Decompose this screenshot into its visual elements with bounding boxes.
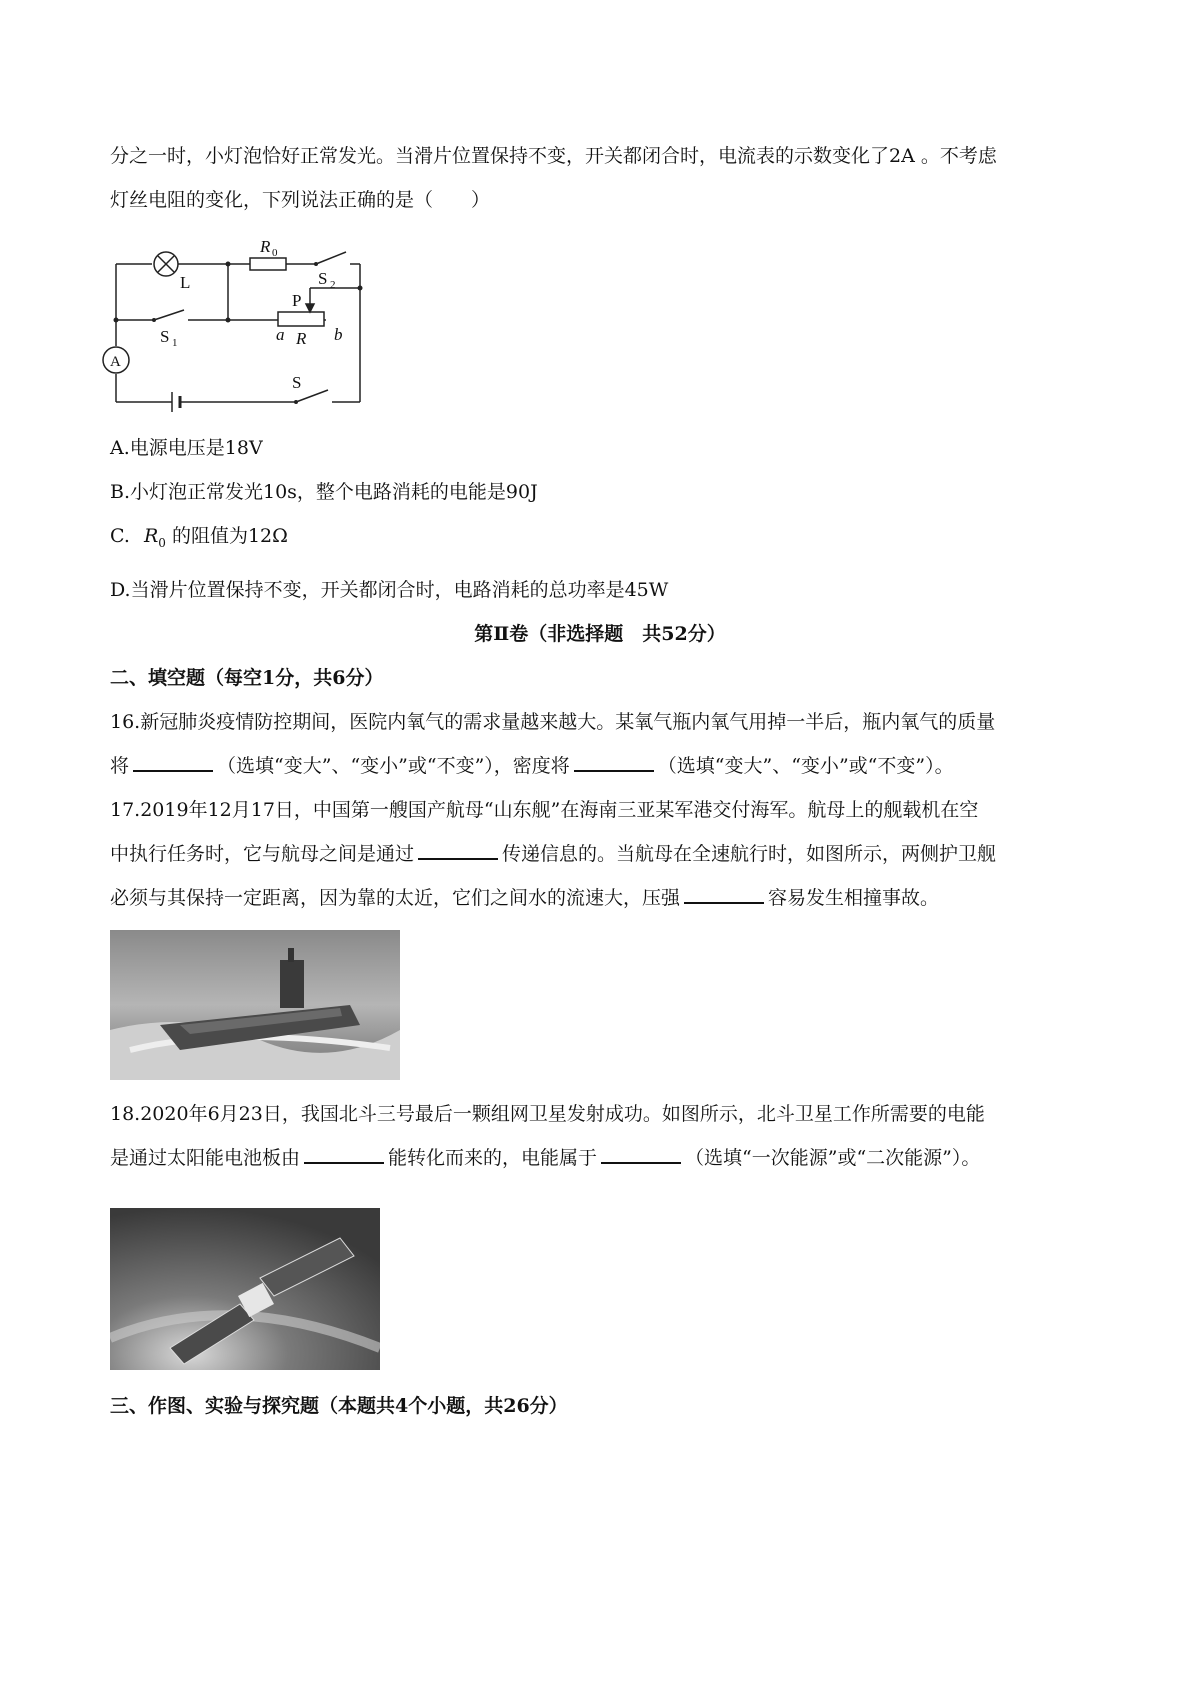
q16-line2 bbox=[110, 752, 954, 780]
satellite-photo bbox=[110, 1208, 380, 1370]
label-r: R bbox=[296, 329, 307, 348]
q17-text-a: 中执行任务时，它与航母之间是通过 bbox=[110, 843, 415, 865]
label-b: b bbox=[334, 325, 343, 344]
q18-text-c: （选填“一次能源”或“二次能源”）。 bbox=[685, 1147, 981, 1169]
option-c-rest: 的阻值为12Ω bbox=[171, 525, 288, 547]
q18-text-a: 是通过太阳能电池板由 bbox=[110, 1147, 301, 1169]
option-c-sub: 0 bbox=[158, 535, 166, 550]
q17-text-b: 传递信息的。当航母在全速航行时，如图所示，两侧护卫舰 bbox=[502, 843, 997, 865]
rheostat-icon bbox=[278, 312, 324, 326]
part2-title: 第Ⅱ卷（非选择题 共52分） bbox=[474, 623, 726, 645]
q17-line3 bbox=[110, 884, 939, 912]
option-b: B.小灯泡正常发光10s，整个电路消耗的电能是90J bbox=[110, 481, 538, 503]
q16-text-b: （选填“变大”、“变小”或“不变”），密度将 bbox=[217, 755, 570, 777]
option-c-r: R bbox=[143, 525, 159, 547]
option-d: D.当滑片位置保持不变，开关都闭合时，电路消耗的总功率是45W bbox=[110, 579, 669, 601]
label-s1: S bbox=[160, 327, 170, 346]
q18-line1: 18.2020年6月23日，我国北斗三号最后一颗组网卫星发射成功。如图所示，北斗卫星工作所需要的电能 bbox=[110, 1103, 985, 1125]
answer-blank[interactable] bbox=[601, 1144, 681, 1164]
option-a: A.电源电压是18V bbox=[110, 437, 263, 459]
answer-blank[interactable] bbox=[684, 884, 764, 904]
resistor-r0-icon bbox=[250, 258, 286, 270]
section3-title: 三、作图、实验与探究题（本题共4个小题，共26分） bbox=[110, 1395, 568, 1417]
q18-line2 bbox=[110, 1144, 980, 1172]
q17-line1: 17.2019年12月17日，中国第一艘国产航母“山东舰”在海南三亚某军港交付海军。航母上的舰载机在空 bbox=[110, 799, 979, 821]
option-c-prefix: C. bbox=[110, 525, 130, 547]
answer-blank[interactable] bbox=[418, 840, 498, 860]
q15-text-line2: 灯丝电阻的变化，下列说法正确的是（ ） bbox=[110, 189, 491, 211]
label-s: S bbox=[292, 373, 302, 392]
answer-blank[interactable] bbox=[304, 1144, 384, 1164]
aircraft-carrier-photo bbox=[110, 930, 400, 1080]
answer-blank[interactable] bbox=[574, 752, 654, 772]
label-s2-sub: 2 bbox=[330, 279, 336, 291]
label-s2: S bbox=[318, 269, 328, 288]
section2-title: 二、填空题（每空1分，共6分） bbox=[110, 667, 384, 689]
q16-text-c: （选填“变大”、“变小”或“不变”）。 bbox=[657, 755, 954, 777]
label-a: a bbox=[276, 325, 285, 344]
circuit-diagram bbox=[100, 228, 380, 413]
label-ammeter: A bbox=[110, 354, 121, 370]
q17-line2 bbox=[110, 840, 996, 868]
label-lamp: L bbox=[180, 273, 191, 292]
answer-blank[interactable] bbox=[133, 752, 213, 772]
label-s1-sub: 1 bbox=[172, 337, 178, 349]
label-slider-p: P bbox=[292, 291, 302, 310]
label-r0-sub: 0 bbox=[272, 247, 278, 259]
q17-text-c: 必须与其保持一定距离，因为靠的太近，它们之间水的流速大，压强 bbox=[110, 887, 681, 909]
q16-text-a: 将 bbox=[110, 755, 130, 777]
label-r0: R bbox=[260, 237, 271, 256]
option-c bbox=[110, 522, 288, 557]
q16-line1: 16.新冠肺炎疫情防控期间，医院内氧气的需求量越来越大。某氧气瓶内氧气用掉一半后，瓶内氧气的质量 bbox=[110, 711, 996, 733]
q17-text-d: 容易发生相撞事故。 bbox=[768, 887, 940, 909]
q18-text-b: 能转化而来的，电能属于 bbox=[388, 1147, 598, 1169]
q15-text-line1: 分之一时，小灯泡恰好正常发光。当滑片位置保持不变，开关都闭合时，电流表的示数变化了2A 。不考虑 bbox=[110, 145, 997, 167]
ship-island-icon bbox=[280, 960, 304, 1008]
